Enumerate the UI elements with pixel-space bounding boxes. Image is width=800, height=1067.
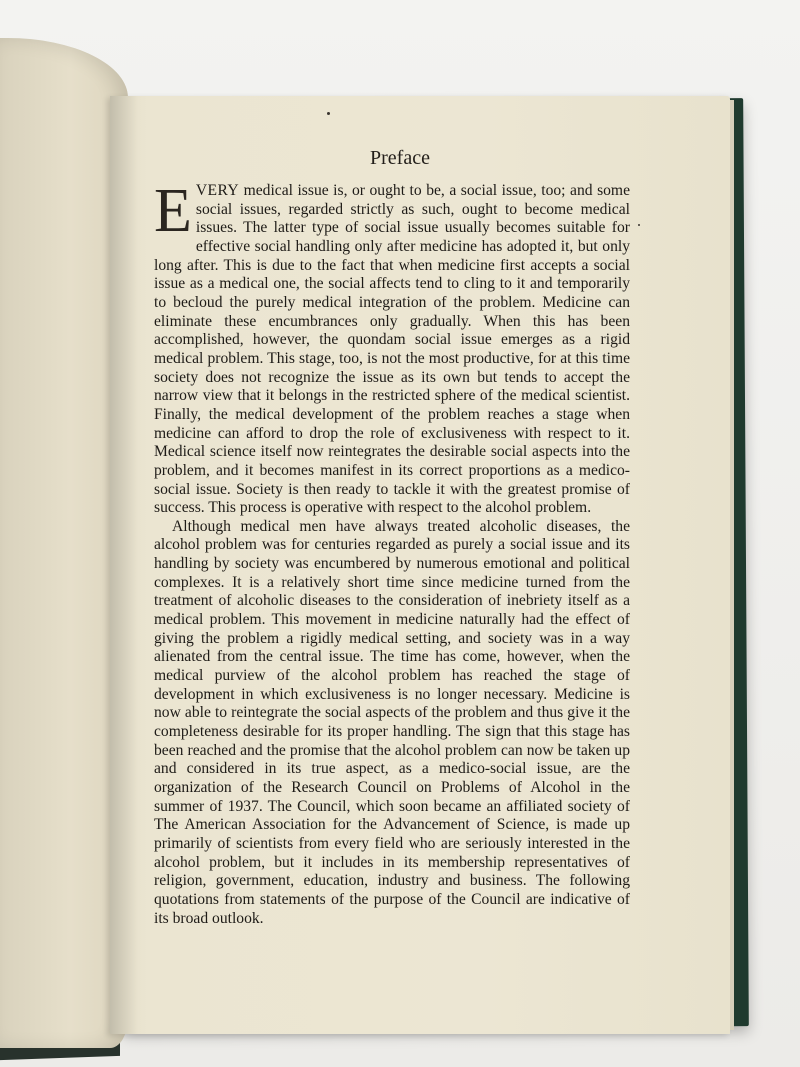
- first-word-rest: VERY: [195, 182, 240, 199]
- drop-cap: E: [154, 177, 192, 245]
- gutter-shadow: [110, 96, 138, 1034]
- right-page: [110, 96, 730, 1034]
- page-title: Preface: [370, 147, 430, 169]
- preface-text: [154, 146, 630, 928]
- left-page: [0, 38, 128, 1048]
- paper-speck: [327, 112, 330, 115]
- paper-speck: [638, 224, 640, 226]
- paragraph-2: Although medical men have always treated alcoholic diseases, the alcohol problem was for centuries regarded as purely a social issue and its handling by society was encumbered by numerous emotional and political complexes. It is a relatively short time since medicine turned from the treatment of alcoholic diseases to the consideration of inebriety itself as a medical problem. This movement in medicine naturally had the effect of giving the problem a rigidly medical setting, and society was in a way alienated from the central issue. The time has come, however, when the medical purview of the alcohol problem has reached the stage of development in which exclusiveness is no longer necessary. Medicine is now able to reintegrate the social aspects of the problem and thus give it the completeness desirable for its proper handling. The sign that this stage has been reached and the promise that the alcohol problem can now be taken up and considered in its true aspect, as a medico-social issue, are the organization of the Research Council on Problems of Alcohol in the summer of 1937. The Council, which soon became an affiliated society of The American Association for the Advancement of Science, is made up primarily of scientists from every field who are seriously interested in the alcohol problem, but it includes in its membership representatives of religion, government, education, industry and business. The following quotations from statements of the purpose of the Council are indicative of its broad outlook.: [154, 517, 630, 927]
- paragraph-1: [154, 177, 630, 518]
- page-edge: [730, 100, 734, 1030]
- paragraph-1-text: medical issue is, or ought to be, a social issue, too; and some social issues, regarded strictly as such, ought to become medical issues. The latter type of social issue usually becomes suitable for effective social handling only after medicine has adopted it, but only long after. This is due to the fact that when medicine first accepts a social issue as a medical one, the social affects tend to cling to it and temporarily to becloud the purely medical integration of the problem. Medicine can eliminate these encumbrances only gradually. When this has been accomplished, however, the quondam social issue emerges as a rigid medical problem. This stage, too, is not the most productive, for at this time society does not recognize the issue as its own but tends to accept the narrow view that it belongs in the restricted sphere of the medical scientist. Finally, the medical development of the problem reaches a stage when medicine can afford to drop the role of exclusiveness with respect to it. Medical science itself now reintegrates the desirable social aspects into the problem, and it becomes manifest in its correct proportions as a medico-social issue. Society is then ready to tackle it with the greatest promise of success. This process is operative with respect to the alcohol problem.: [154, 182, 630, 517]
